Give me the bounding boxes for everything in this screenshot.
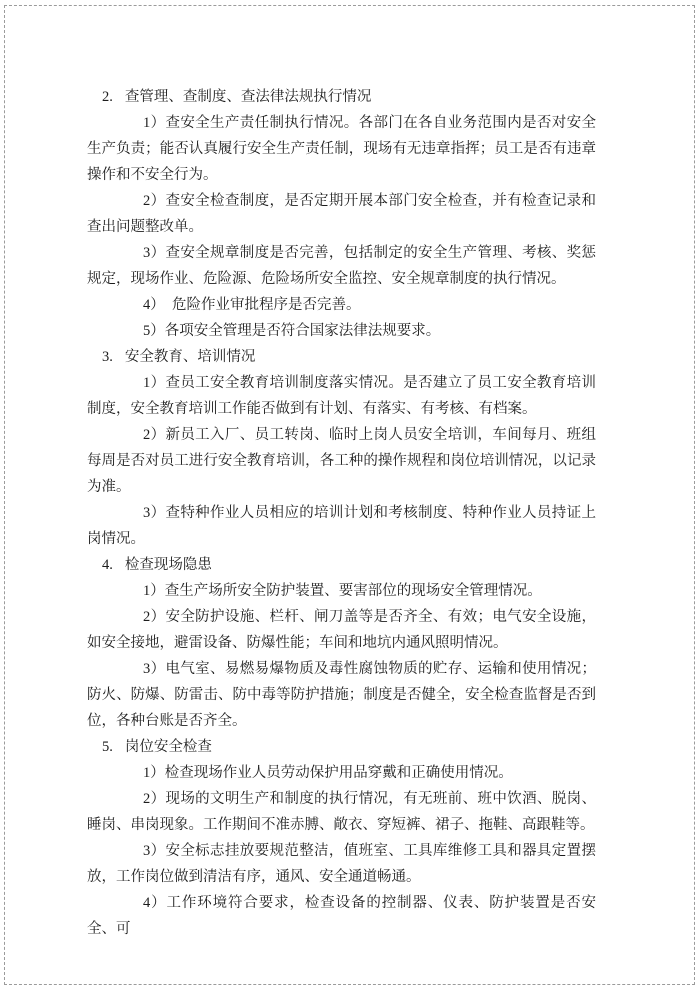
section-number: 2. [102, 89, 113, 105]
item-text: 现场的文明生产和制度的执行情况，有无班前、班中饮酒、脱岗、睡岗、串岗现象。工作期间不准赤膊、敞衣、穿短裤、裙子、拖鞋、高跟鞋等。 [87, 791, 596, 833]
list-item [87, 110, 596, 188]
item-text: 查安全生产责任制执行情况。各部门在各自业务范围内是否对安全生产负责；能否认真履行安全生产责任制，现场有无违章指挥；员工是否有违章操作和不安全行为。 [87, 115, 596, 183]
document-content [87, 84, 596, 942]
item-text: 查安全检查制度，是否定期开展本部门安全检查，并有检查记录和查出问题整改单。 [87, 193, 596, 235]
list-item [87, 422, 596, 500]
section-title: 检查现场隐患 [124, 557, 212, 573]
list-item [87, 786, 596, 838]
section-heading [87, 552, 596, 578]
item-text: 电气室、易燃易爆物质及毒性腐蚀物质的贮存、运输和使用情况；防火、防爆、防雷击、防中毒等防护措施；制度是否健全，安全检查监督是否到位，各种台账是否齐全。 [87, 661, 596, 729]
section-4 [87, 552, 596, 734]
item-number: 2） [143, 427, 166, 443]
section-heading [87, 734, 596, 760]
item-number: 5） [143, 323, 165, 339]
list-item [87, 890, 596, 942]
section-number: 4. [102, 557, 113, 573]
item-number: 3） [143, 661, 166, 677]
item-number: 3） [143, 843, 166, 859]
list-item [87, 656, 596, 734]
item-number: 2） [143, 791, 166, 807]
item-number: 1） [143, 583, 165, 599]
item-number: 3） [143, 245, 166, 261]
list-item [87, 240, 596, 292]
section-number: 5. [102, 739, 113, 755]
item-text: 检查现场作业人员劳动保护用品穿戴和正确使用情况。 [164, 765, 513, 781]
item-number: 3） [143, 505, 166, 521]
list-item [87, 500, 596, 552]
section-heading [87, 344, 596, 370]
section-title: 安全教育、培训情况 [124, 349, 256, 365]
list-item [87, 188, 596, 240]
section-number: 3. [102, 349, 113, 365]
list-item [87, 292, 596, 318]
section-title: 查管理、查制度、查法律法规执行情况 [124, 89, 372, 105]
section-3 [87, 344, 596, 552]
item-text: 查生产场所安全防护装置、要害部位的现场安全管理情况。 [164, 583, 542, 599]
item-number: 1） [143, 375, 166, 391]
list-item [87, 760, 596, 786]
item-number: 4） [143, 297, 158, 313]
item-text: 查安全规章制度是否完善，包括制定的安全生产管理、考核、奖惩规定，现场作业、危险源、危险场所安全监控、安全规章制度的执行情况。 [87, 245, 596, 287]
section-title: 岗位安全检查 [124, 739, 212, 755]
item-number: 1） [143, 765, 165, 781]
list-item [87, 838, 596, 890]
item-number: 4） [143, 895, 167, 911]
item-text: 查员工安全教育培训制度落实情况。是否建立了员工安全教育培训制度，安全教育培训工作能否做到有计划、有落实、有考核、有档案。 [87, 375, 596, 417]
list-item [87, 370, 596, 422]
item-text: 查特种作业人员相应的培训计划和考核制度、特种作业人员持证上岗情况。 [87, 505, 596, 547]
list-item [87, 318, 596, 344]
item-text: 各项安全管理是否符合国家法律法规要求。 [164, 323, 441, 339]
list-item [87, 604, 596, 656]
section-heading [87, 84, 596, 110]
item-text: 新员工入厂、员工转岗、临时上岗人员安全培训，车间每月、班组每周是否对员工进行安全教育培训，各工种的操作规程和岗位培训情况，以记录为准。 [87, 427, 596, 495]
item-text: 安全防护设施、栏杆、闸刀盖等是否齐全、有效；电气安全设施，如安全接地，避雷设备、防爆性能；车间和地坑内通风照明情况。 [87, 609, 596, 651]
item-number: 2） [143, 609, 166, 625]
section-5 [87, 734, 596, 942]
item-number: 1） [143, 115, 166, 131]
list-item [87, 578, 596, 604]
item-text: 危险作业审批程序是否完善。 [157, 297, 361, 313]
section-2 [87, 84, 596, 344]
item-text: 工作环境符合要求，检查设备的控制器、仪表、防护装置是否安全、可 [87, 895, 597, 937]
item-number: 2） [143, 193, 166, 209]
item-text: 安全标志挂放要规范整洁，值班室、工具库维修工具和器具定置摆放，工作岗位做到清洁有序，通风、安全通道畅通。 [87, 843, 596, 885]
